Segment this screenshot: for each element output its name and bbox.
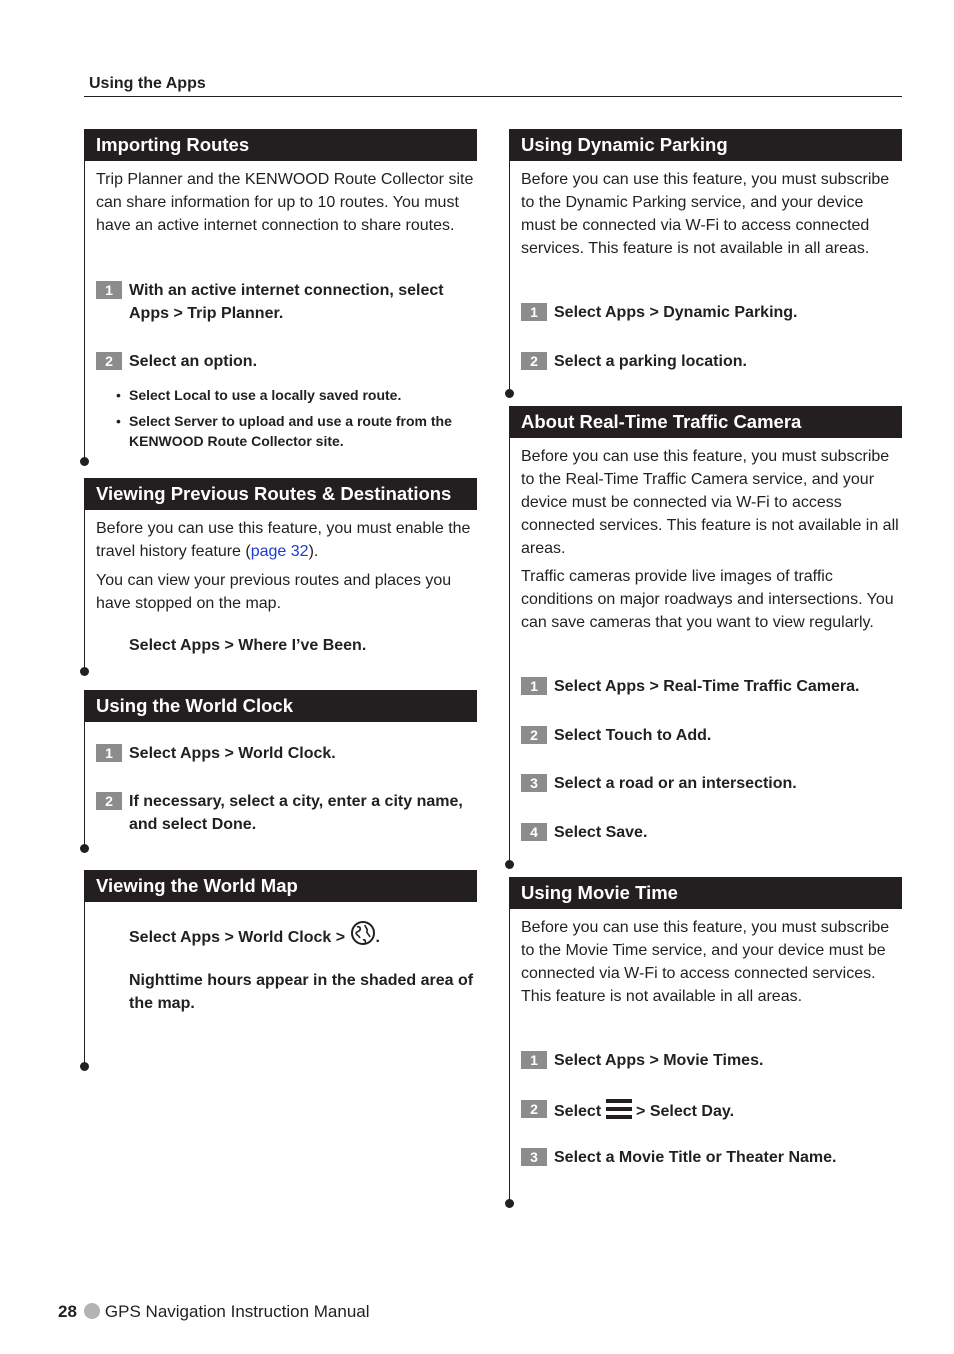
- right-rule-2: [509, 406, 510, 864]
- movie-intro: Before you can use this feature, you must subscribe to the Movie Time service, and your device must be connected via W-Fi to access connected services. This feature is not available in all areas.: [521, 919, 890, 1005]
- page-footer: [58, 1301, 370, 1323]
- end-dot: [505, 389, 514, 398]
- step-text: [554, 1098, 899, 1127]
- previous-routes-section: [84, 478, 477, 654]
- left-rule-1: [84, 129, 85, 461]
- menu-icon: [606, 1098, 632, 1127]
- section-title: Using the World Clock: [84, 690, 477, 722]
- running-header: Using the Apps: [89, 75, 206, 92]
- step-number: 3: [521, 774, 547, 792]
- step-text-before: Select: [554, 1103, 602, 1120]
- step-number: 1: [521, 1051, 547, 1069]
- step-text: Select Touch to Add.: [554, 727, 712, 744]
- world-map-step-text: Select Apps > World Clock >: [129, 929, 346, 946]
- step-number: 3: [521, 1148, 547, 1166]
- traffic-p1: Before you can use this feature, you must subscribe to the Real-Time Traffic Camera service, and your device must be connected via W-Fi to access connected services. This feature is not available in all areas.: [521, 448, 899, 557]
- step-number: 4: [521, 823, 547, 841]
- previous-p1-end: ).: [308, 543, 319, 560]
- step-text: Select a parking location.: [554, 353, 747, 370]
- traffic-p2: Traffic cameras provide live images of traffic conditions on major roadways and intersections. You can save cameras that you want to view regularly.: [521, 568, 894, 631]
- manual-title: GPS Navigation Instruction Manual: [104, 1302, 370, 1321]
- world-map-step-end: .: [375, 929, 380, 946]
- step-text: Select Apps > Dynamic Parking.: [554, 304, 798, 321]
- end-dot: [80, 667, 89, 676]
- step-number: 1: [96, 744, 122, 762]
- footer-dot-icon: [84, 1303, 100, 1319]
- section-title: Viewing the World Map: [84, 870, 477, 902]
- importing-routes-section: [84, 129, 477, 449]
- step-text: Select a Movie Title or Theater Name.: [554, 1149, 837, 1166]
- end-dot: [80, 1062, 89, 1071]
- previous-step: Select Apps > Where I’ve Been.: [129, 637, 367, 654]
- previous-p1-text: Before you can use this feature, you must enable the travel history feature (: [96, 520, 471, 560]
- section-title: Viewing Previous Routes & Destinations: [84, 478, 477, 510]
- page-number: 28: [58, 1302, 77, 1321]
- step-number: 1: [96, 281, 122, 299]
- dynamic-parking-section: [509, 129, 902, 370]
- movie-time-section: [509, 877, 902, 1166]
- world-map-section: [84, 870, 477, 1012]
- end-dot: [80, 457, 89, 466]
- traffic-camera-section: [509, 406, 902, 841]
- step-number: 2: [96, 352, 122, 370]
- world-map-step: [129, 920, 474, 953]
- bullet-server: • Select Server to upload and use a route from the KENWOOD Route Collector site.: [129, 411, 469, 451]
- page-32-link[interactable]: page 32: [250, 543, 309, 560]
- end-dot: [505, 860, 514, 869]
- step-text: With an active internet connection, select Apps > Trip Planner.: [129, 282, 444, 322]
- importing-intro: Trip Planner and the KENWOOD Route Collector site can share information for up to 10 routes. You must have an active internet connection to share routes.: [96, 171, 474, 234]
- step-text: Select a road or an intersection.: [554, 775, 797, 792]
- left-column: [84, 0, 477, 1354]
- world-map-note: Nighttime hours appear in the shaded area of the map.: [129, 972, 474, 1012]
- section-title: About Real-Time Traffic Camera: [509, 406, 902, 438]
- end-dot: [505, 1199, 514, 1208]
- right-rule-1: [509, 129, 510, 393]
- step-number: 2: [521, 1100, 547, 1118]
- end-dot: [80, 844, 89, 853]
- section-title: Importing Routes: [84, 129, 477, 161]
- step-number: 1: [521, 677, 547, 695]
- bullet-local: • Select Local to use a locally saved route.: [129, 385, 469, 405]
- section-title: Using Movie Time: [509, 877, 902, 909]
- right-column: [509, 0, 902, 1354]
- step-text: Select Apps > World Clock.: [129, 745, 336, 762]
- step-number: 1: [521, 303, 547, 321]
- step-text: Select an option.: [129, 353, 258, 370]
- step-text: Select Save.: [554, 824, 648, 841]
- previous-p1: [96, 517, 476, 563]
- step-text: Select Apps > Movie Times.: [554, 1052, 764, 1069]
- parking-intro: Before you can use this feature, you must subscribe to the Dynamic Parking service, and your device must be connected via W-Fi to access connected services. This feature is not available in all areas.: [521, 171, 890, 257]
- step-text-after: > Select Day.: [636, 1103, 735, 1120]
- step-text: If necessary, select a city, enter a city name, and select Done.: [129, 793, 463, 833]
- right-rule-3: [509, 877, 510, 1203]
- globe-icon: [350, 920, 376, 953]
- step-number: 2: [521, 726, 547, 744]
- world-clock-section: [84, 690, 477, 833]
- section-title: Using Dynamic Parking: [509, 129, 902, 161]
- step-number: 2: [521, 352, 547, 370]
- previous-p2: You can view your previous routes and places you have stopped on the map.: [96, 572, 452, 612]
- step-number: 2: [96, 792, 122, 810]
- step-text: Select Apps > Real-Time Traffic Camera.: [554, 678, 860, 695]
